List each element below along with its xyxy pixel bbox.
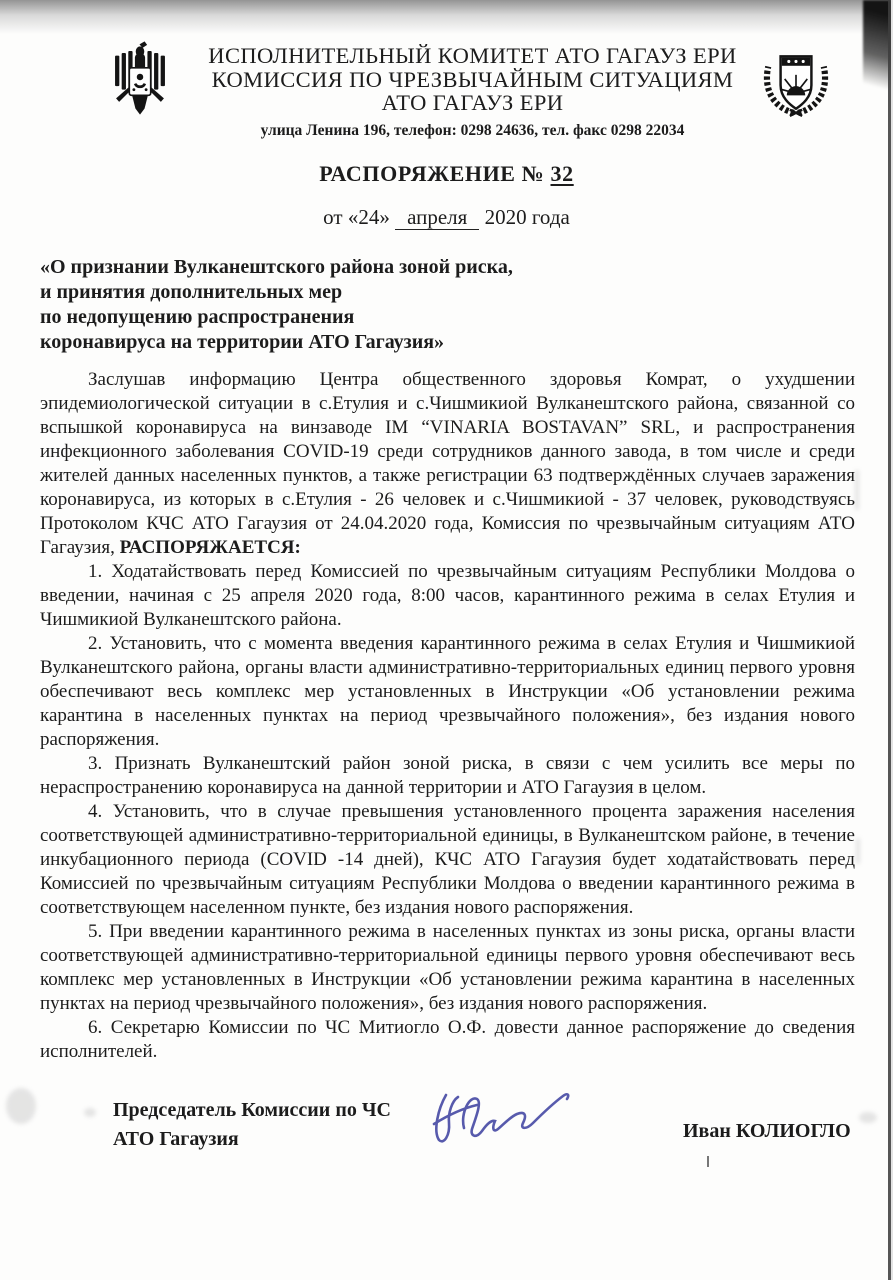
intro-text: Заслушав информацию Центра общественного здоровья Комрат, о ухудшении эпидемиологической ситуации в с.Етулия и с.Чишмикиой Вулканештского района, связанной со вспышкой коронавируса на винзаводе IM “VINARIA BOSTAVAN” SRL, и распространения инфекционного заболевания COVID-19 среди сотрудников данного завода, в том числе и среди жителей данных населенных пунктов, а также регистрации 63 подтверждённых случаев заражения коронавируса, из которых в с.Етулия - 26 человек и с.Чишмикиой - 37 человек, руководствуясь Протоколом КЧС АТО Гагаузия от 24.04.2020 года, Комиссия по чрезвычайным ситуациям АТО Гагаузия, (40, 369, 855, 558)
date-prefix: от «24» (323, 205, 390, 229)
document-subject (40, 255, 680, 355)
intro-emphasis: РАСПОРЯЖАЕТСЯ: (119, 537, 301, 558)
letterhead (180, 44, 765, 140)
order-item-1: 1. Ходатайствовать перед Комиссией по чрезвычайным ситуациям Республики Молдова о введении, начиная с 25 апреля 2020 года, 8:00 часов, карантинного режима в селах Етулия и Чишмикиой Вулканештского района. (40, 561, 855, 630)
moldova-coat-of-arms-icon (112, 41, 168, 118)
scan-pen-mark (707, 1156, 709, 1167)
subject-line: по недопущению распространения (40, 306, 355, 328)
document-title (0, 161, 893, 187)
signer-title-line2: АТО Гагаузия (113, 1128, 239, 1150)
org-name-line1: ИСПОЛНИТЕЛЬНЫЙ КОМИТЕТ АТО ГАГАУЗ ЕРИ (208, 43, 737, 68)
signer-title-line1: Председатель Комиссии по ЧС (113, 1099, 391, 1121)
gagauzia-coat-of-arms-icon (759, 44, 833, 118)
org-name-line3: АТО ГАГАУЗ ЕРИ (381, 90, 564, 115)
scan-smudge (84, 1108, 96, 1117)
document-number: 32 (550, 161, 574, 186)
date-suffix: 2020 года (484, 205, 570, 229)
document-body (40, 368, 855, 1064)
order-item-2: 2. Установить, что с момента введения карантинного режима в селах Етулия и Чишмикиой Вулканештского района, органы власти административно-территориальных единиц первого уровня обеспечивают весь комплекс мер установленных в Инструкции «Об установлении режима карантина в населенных пунктах на период чрезвычайного положения», без издания нового распоряжения. (40, 633, 855, 750)
order-item-4: 4. Установить, что в случае превышения установленного процента заражения населения соответствующей административно-территориальной единицы, в Вулканештском районе, в течение инкубационного периода (COVID -14 дней), КЧС АТО Гагаузия будет ходатайствовать перед Комиссией по чрезвычайным ситуациям Республики Молдова о введении карантинного режима в соответствующем населенном пункте, без издания нового распоряжения. (40, 801, 855, 918)
scan-smudge (859, 1112, 877, 1123)
scan-smudge (856, 838, 860, 864)
org-name-line2: КОМИССИЯ ПО ЧРЕЗВЫЧАЙНЫМ СИТУАЦИЯМ (211, 66, 734, 92)
subject-line: коронавируса на территории АТО Гагаузия» (40, 331, 445, 353)
handwritten-signature (430, 1083, 580, 1158)
subject-line: и принятия дополнительных мер (40, 281, 343, 303)
document-title-label: РАСПОРЯЖЕНИЕ № (319, 161, 545, 186)
subject-line: «О признании Вулканештского района зоной риска, (40, 256, 513, 278)
scan-top-shadow (0, 0, 893, 34)
document-date-line (0, 205, 893, 230)
order-item-6: 6. Секретарю Комиссии по ЧС Митиогло О.Ф. довести данное распоряжение до сведения исполнителей. (40, 1017, 855, 1062)
org-address-line: улица Ленина 196, телефон: 0298 24636, тел. факс 0298 22034 (260, 121, 685, 139)
scan-smudge (6, 1088, 36, 1124)
signer-name: Иван КОЛИОГЛО (683, 1120, 851, 1142)
order-item-3: 3. Признать Вулканештский район зоной риска, в связи с чем усилить все меры по нераспространению коронавируса на данной территории и АТО Гагаузия в целом. (40, 753, 855, 798)
order-item-5: 5. При введении карантинного режима в населенных пунктах из зоны риска, органы власти соответствующей административно-территориальной единицы первого уровня обеспечивают весь комплекс мер установленных в Инструкции «Об установлении режима карантина в населенных пунктах на период чрезвычайного положения», без издания нового распоряжения. (40, 921, 855, 1014)
date-month: апреля (395, 205, 479, 230)
scan-smudge (855, 470, 859, 510)
signer-title (113, 1096, 391, 1154)
intro-paragraph (40, 368, 855, 560)
